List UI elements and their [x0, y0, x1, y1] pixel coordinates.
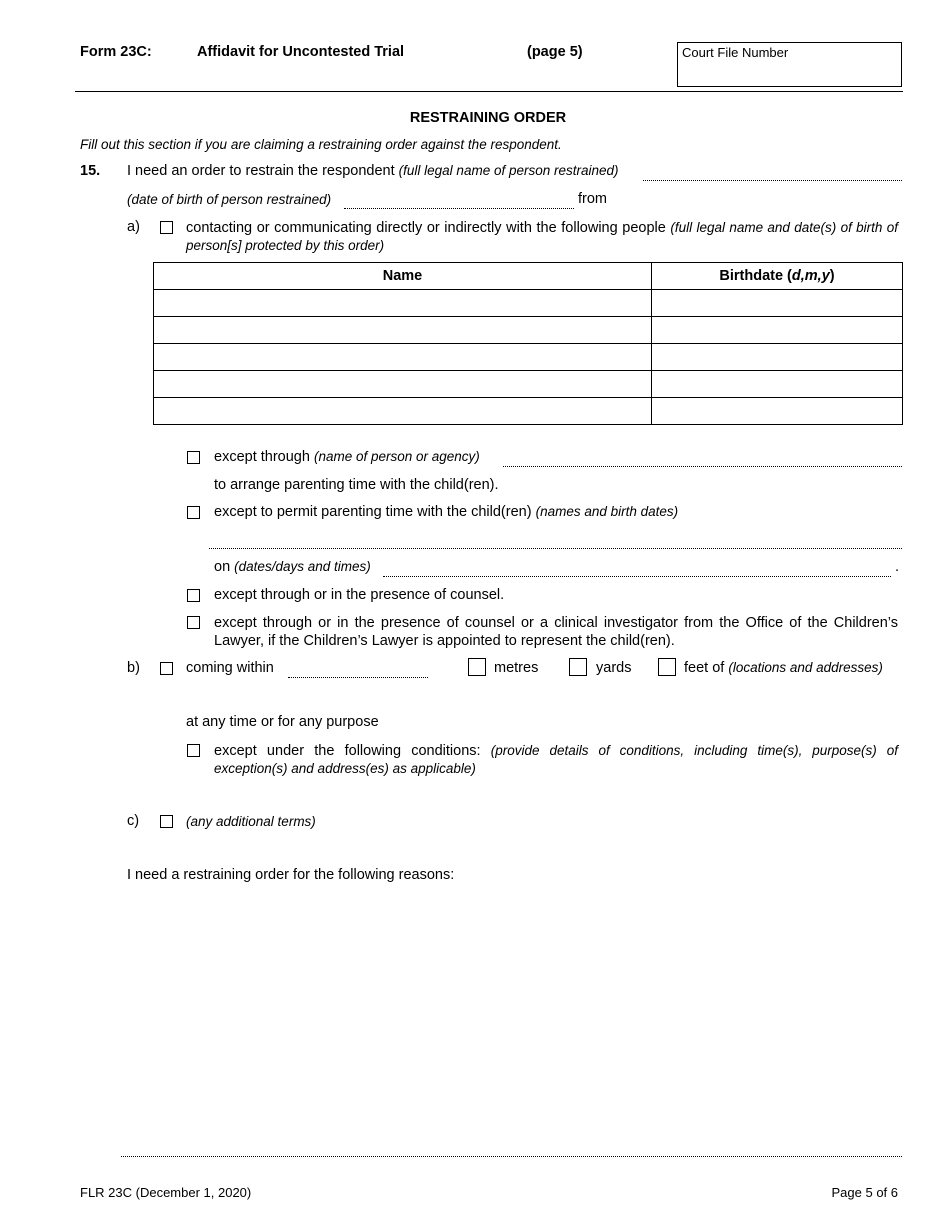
- additional-terms-hint: (any additional terms): [186, 814, 316, 829]
- part-a-label: a): [127, 219, 140, 235]
- table-row: [154, 317, 903, 344]
- coming-within-text: coming within: [186, 660, 274, 676]
- permit-parenting-line: [214, 504, 678, 520]
- dob-hint: (date of birth of person restrained): [127, 192, 332, 207]
- section-title: RESTRAINING ORDER: [409, 110, 567, 126]
- footer-page-number: Page 5 of 6: [831, 1185, 898, 1200]
- footer-rule: [121, 1156, 902, 1157]
- on-text: on: [214, 559, 235, 575]
- locations-hint: (locations and addresses): [728, 660, 883, 675]
- dob-field[interactable]: [344, 208, 574, 209]
- item-number: 15.: [80, 163, 101, 179]
- birthdate-header-format: d,m,y: [791, 268, 830, 284]
- birthdate-header-prefix: Birthdate (: [719, 268, 792, 284]
- yards-label: yards: [596, 660, 632, 676]
- reasons-field[interactable]: [127, 895, 902, 1145]
- restrained-name-field[interactable]: [643, 180, 902, 181]
- section-instruction: Fill out this section if you are claiming a restraining order against the respondent.: [80, 137, 562, 152]
- birthdate-cell[interactable]: [652, 398, 903, 425]
- feet-checkbox[interactable]: [658, 658, 676, 676]
- page-reference: (page 5): [527, 44, 583, 60]
- restrain-text: I need an order to restrain the respondent: [127, 163, 399, 179]
- birthdate-cell[interactable]: [652, 290, 903, 317]
- conditions-text: [214, 742, 898, 778]
- protected-persons-table: [153, 262, 903, 425]
- name-cell[interactable]: [154, 371, 652, 398]
- except-through-line: [214, 449, 480, 465]
- table-row: [154, 290, 903, 317]
- counsel-text: except through or in the presence of counsel.: [214, 587, 505, 603]
- from-text: from: [578, 191, 607, 207]
- name-cell[interactable]: [154, 290, 652, 317]
- birthdate-cell[interactable]: [652, 317, 903, 344]
- part-a-main-text: contacting or communicating directly or indirectly with the following people: [186, 220, 671, 236]
- table-row: [154, 371, 903, 398]
- column-header-birthdate: [652, 263, 903, 290]
- permit-parenting-checkbox[interactable]: [187, 506, 200, 519]
- court-file-number-box[interactable]: [677, 42, 902, 87]
- children-names-field[interactable]: [209, 548, 902, 549]
- part-b-label: b): [127, 660, 140, 676]
- except-through-checkbox[interactable]: [187, 451, 200, 464]
- permit-parenting-text: except to permit parenting time with the child(ren): [214, 504, 536, 520]
- feet-label: feet of: [684, 660, 729, 676]
- footer-form-id: FLR 23C (December 1, 2020): [80, 1185, 252, 1200]
- except-through-field[interactable]: [503, 466, 902, 467]
- table-row: [154, 344, 903, 371]
- distance-field[interactable]: [288, 677, 428, 678]
- column-header-name: Name: [154, 263, 652, 290]
- part-b-checkbox[interactable]: [160, 662, 173, 675]
- birthdate-cell[interactable]: [652, 371, 903, 398]
- metres-checkbox[interactable]: [468, 658, 486, 676]
- metres-label: metres: [494, 660, 539, 676]
- part-a-hint: (full legal name and date(s) of birth of person[s] protected by this order): [186, 220, 898, 253]
- counsel-checkbox[interactable]: [187, 589, 200, 602]
- name-cell[interactable]: [154, 344, 652, 371]
- clinical-investigator-checkbox[interactable]: [187, 616, 200, 629]
- yards-checkbox[interactable]: [569, 658, 587, 676]
- part-c-checkbox[interactable]: [160, 815, 173, 828]
- on-dates-hint: (dates/days and times): [234, 559, 371, 574]
- form-number: Form 23C:: [80, 44, 152, 60]
- feet-line: [684, 660, 883, 676]
- part-a-checkbox[interactable]: [160, 221, 173, 234]
- permit-parenting-hint: (names and birth dates): [535, 504, 679, 519]
- form-title: Affidavit for Uncontested Trial: [197, 44, 405, 60]
- clinical-investigator-text: except through or in the presence of counsel or a clinical investigator from the Office of the Children’s Lawyer, if the Children’s Lawyer is appointed to represent the child(ren).: [214, 615, 898, 649]
- any-time-text: at any time or for any purpose: [186, 714, 379, 730]
- conditions-hint: (provide details of conditions, including time(s), purpose(s) of exception(s) and address(es) as applicable): [214, 743, 898, 776]
- birthdate-header-suffix: ): [829, 268, 835, 284]
- table-row: [154, 398, 903, 425]
- item-15-text: [127, 163, 619, 179]
- reasons-text: I need a restraining order for the following reasons:: [127, 867, 455, 883]
- period: .: [895, 559, 900, 575]
- part-c-label: c): [127, 813, 140, 829]
- conditions-checkbox[interactable]: [187, 744, 200, 757]
- on-dates-line: [214, 559, 371, 575]
- part-a-text: [186, 219, 898, 255]
- name-cell[interactable]: [154, 398, 652, 425]
- court-file-number-label: Court File Number: [682, 45, 789, 60]
- name-cell[interactable]: [154, 317, 652, 344]
- header-rule: [75, 91, 903, 92]
- except-through-text: except through: [214, 449, 314, 465]
- table-header-row: [154, 263, 903, 290]
- dates-times-field[interactable]: [383, 576, 891, 577]
- birthdate-cell[interactable]: [652, 344, 903, 371]
- restrained-name-hint: (full legal name of person restrained): [398, 163, 619, 178]
- conditions-main-text: except under the following conditions:: [214, 743, 491, 759]
- except-through-hint: (name of person or agency): [313, 449, 480, 464]
- arrange-parenting-text: to arrange parenting time with the child(ren).: [214, 477, 499, 493]
